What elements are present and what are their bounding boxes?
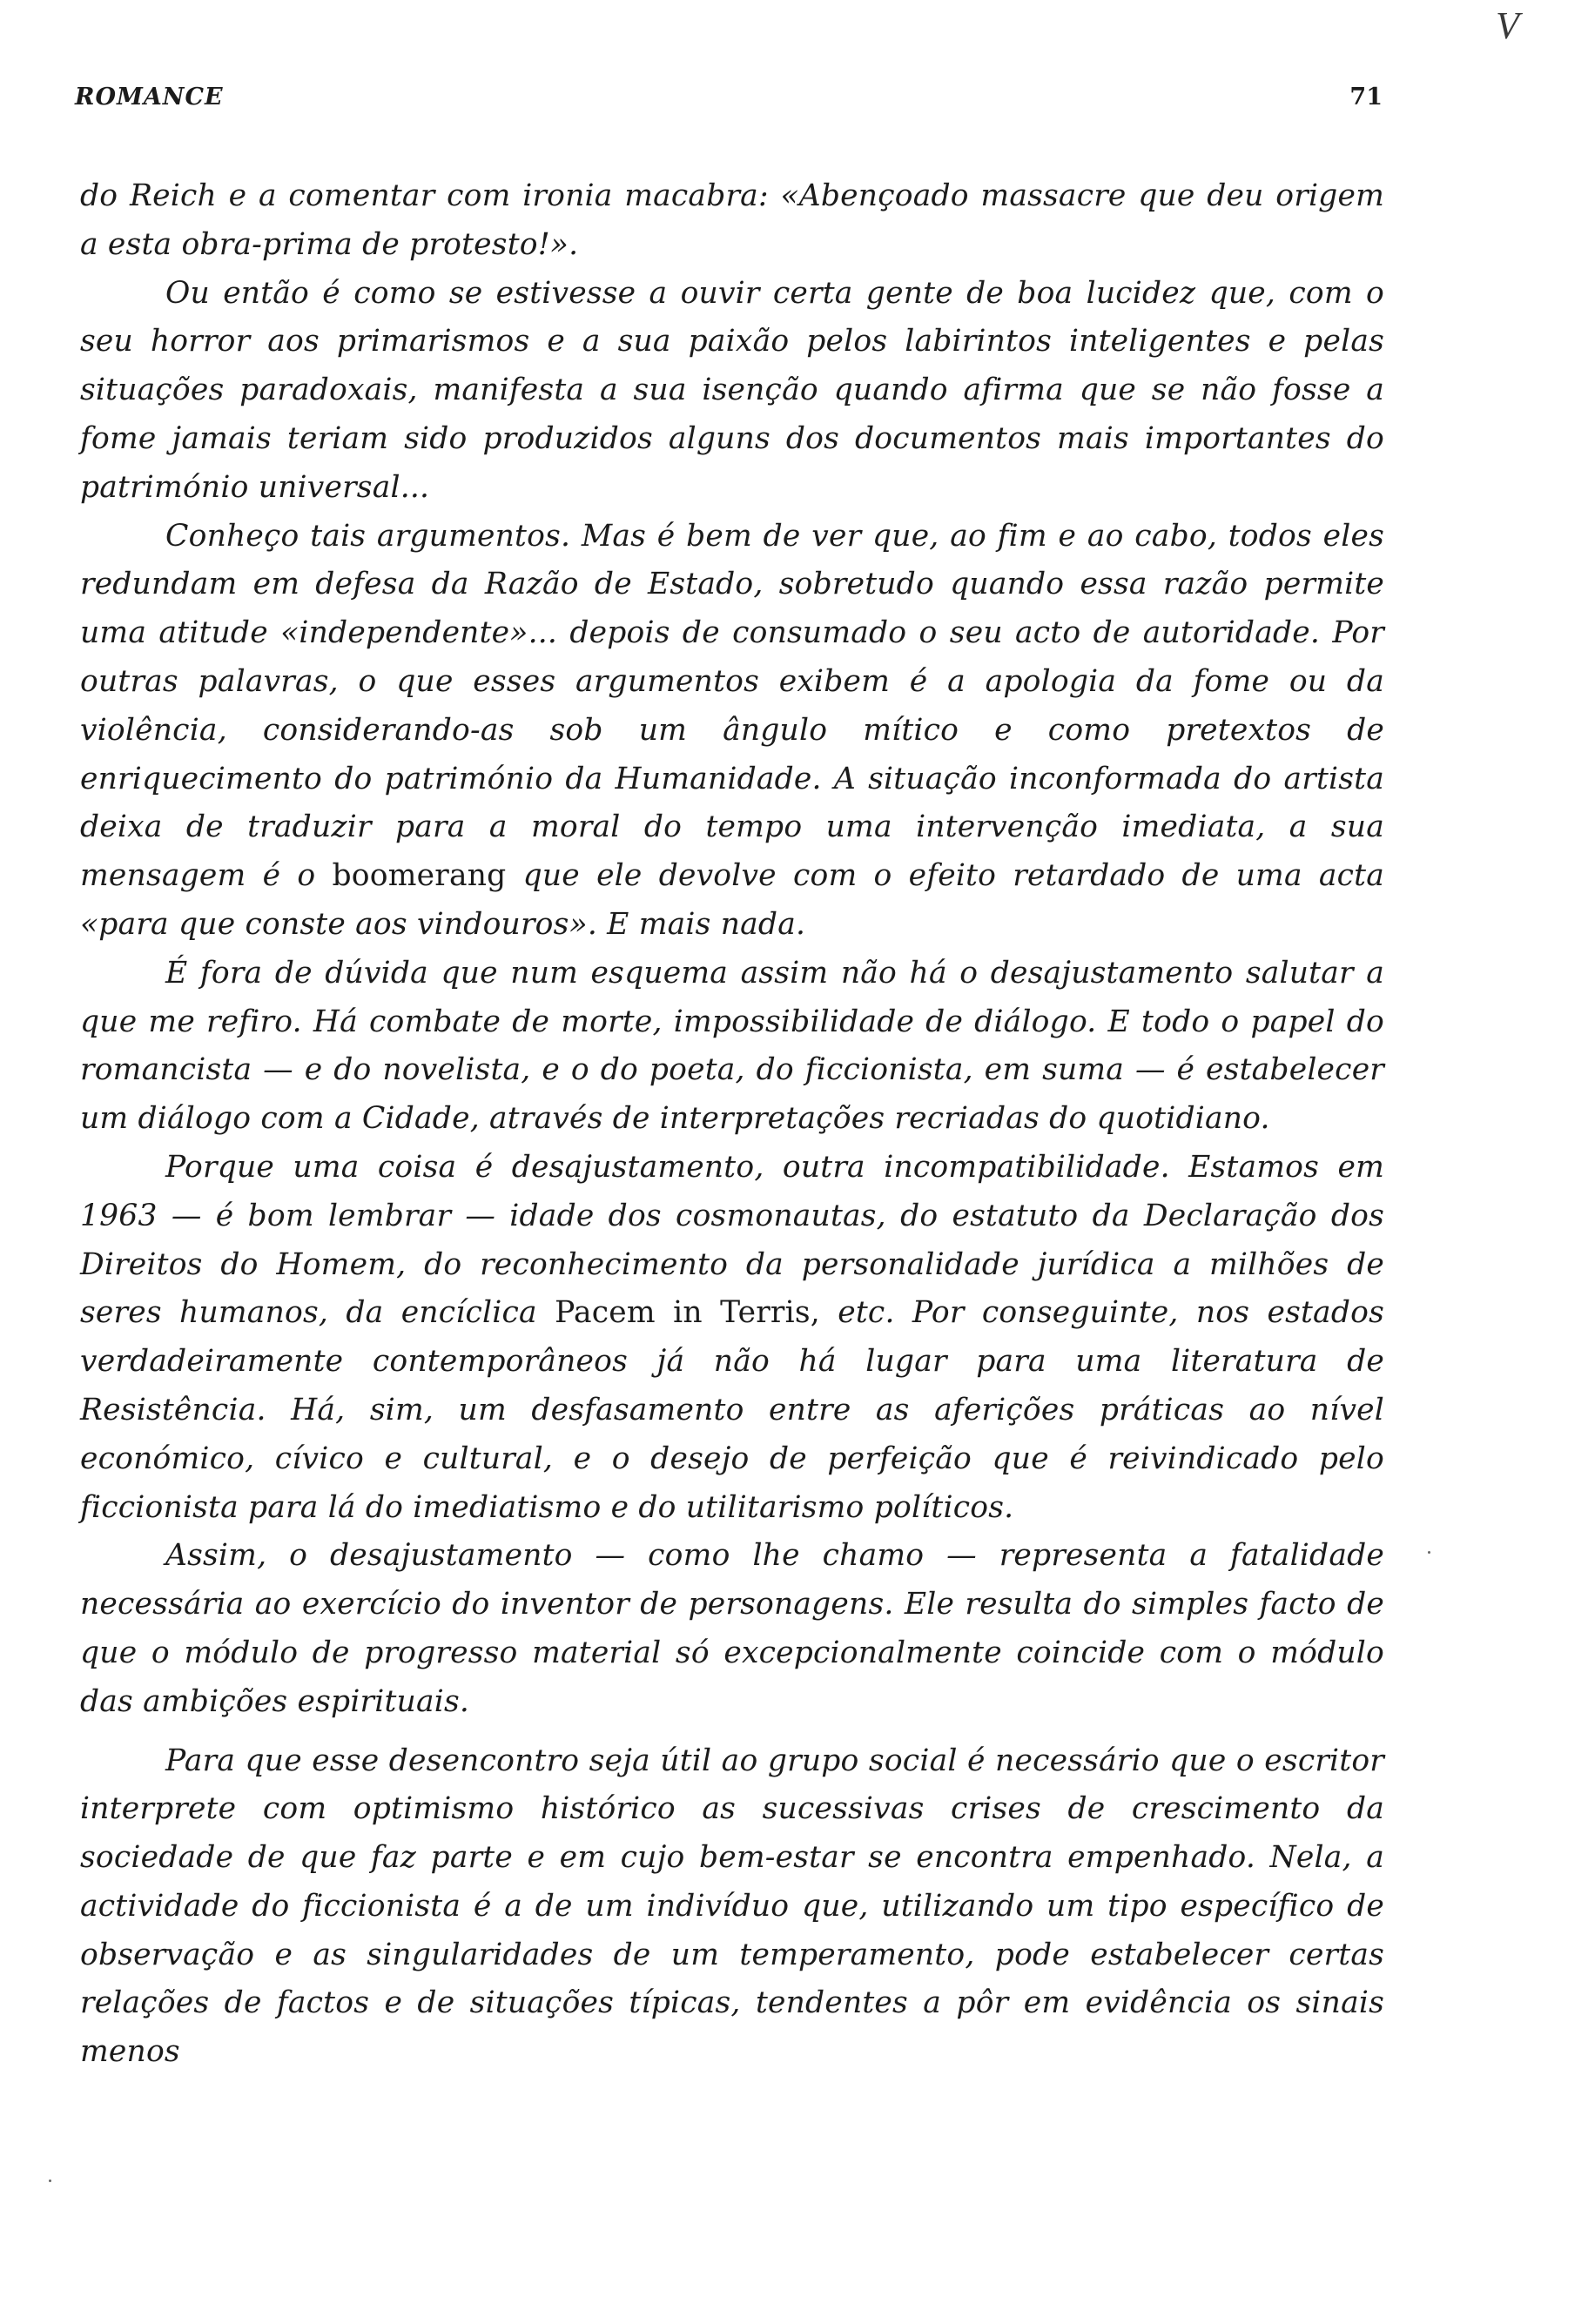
text-run: Porque uma coisa é desajustamento, outra incompatibilidade. Estamos em 1963 — é bom lembrar — idade dos cosmonautas, do estatuto da Declaração dos Direitos do Homem, do reconhecimento da personalidade jurídica a milhões de seres humanos, da encíclica [80,1149,1384,1331]
paragraph [80,270,1384,513]
upright-text-run: boomerang [332,858,507,894]
text-run: etc. Por conseguinte, nos estados verdadeiramente contemporâneos já não há lugar para uma literatura de Resistência. Há, sim, um desfasamento entre as aferições práticas ao nível económico, cívico e cultural, e o desejo de perfeição que é reivindicado pelo ficcionista para lá do imediatismo e do utilitarismo políticos. [80,1295,1384,1525]
paragraph [80,950,1384,1144]
paragraph [80,172,1384,270]
paper-speck [49,2180,51,2182]
paragraph [80,1144,1384,1532]
upright-text-run: Pacem in Terris, [555,1295,820,1331]
text-run: Assim, o desajustamento — como lhe chamo — representa a fatalidade necessária ao exercício do inventor de personagens. Ele resulta do simples facto de que o módulo de progresso material só excepcionalmente coincide com o módulo das ambições espirituais. [80,1538,1384,1719]
paragraph [80,513,1384,950]
paragraph [80,1737,1384,2078]
body-text [80,172,1384,2077]
paragraph [80,1532,1384,1726]
page-header [75,84,1383,118]
text-run: que ele devolve com o efeito retardado de uma acta «para que conste aos vindouros». E mais nada. [80,858,1384,942]
paper-speck [1428,1551,1430,1554]
handwritten-check-mark: V [1496,4,1519,47]
text-run: Ou então é como se estivesse a ouvir certa gente de boa lucidez que, com o seu horror aos primarismos e a sua paixão pelos labirintos inteligentes e pelas situações paradoxais, manifesta a sua isenção quando afirma que se não fosse a fome jamais teriam sido produzidos alguns dos documentos mais importantes do património universal... [80,275,1384,505]
running-head: ROMANCE [75,84,224,111]
page-number: 71 [1349,84,1383,111]
text-run: Para que esse desencontro seja útil ao grupo social é necessário que o escritor interprete com optimismo histórico as sucessivas crises de crescimento da sociedade de que faz parte e em cujo bem-estar se encontra empenhado. Nela, a actividade do ficcionista é a de um indivíduo que, utilizando um tipo específico de observação e as singularidades de um temperamento, pode estabelecer certas relações de factos e de situações típicas, tendentes a pôr em evidência os sinais menos [80,1743,1384,2070]
text-run: do Reich e a comentar com ironia macabra: «Abençoado massacre que deu origem a esta obra-prima de protesto!». [80,178,1384,262]
text-run: É fora de dúvida que num esquema assim não há o desajustamento salutar a que me refiro. Há combate de morte, impossibilidade de diálogo. E todo o papel do romancista — e do novelista, e o do poeta, do ficcionista, em suma — é estabelecer um diálogo com a Cidade, através de interpretações recriadas do quotidiano. [80,955,1384,1137]
text-run: Conheço tais argumentos. Mas é bem de ver que, ao fim e ao cabo, todos eles redundam em defesa da Razão de Estado, sobretudo quando essa razão permite uma atitude «independente»... depois de consumado o seu acto de autoridade. Por outras palavras, o que esses argumentos exibem é a apologia da fome ou da violência, considerando-as sob um ângulo mítico e como pretextos de enriquecimento do património da Humanidade. A situação inconformada do artista deixa de traduzir para a moral do tempo uma intervenção imediata, a sua mensagem é o [80,518,1384,894]
